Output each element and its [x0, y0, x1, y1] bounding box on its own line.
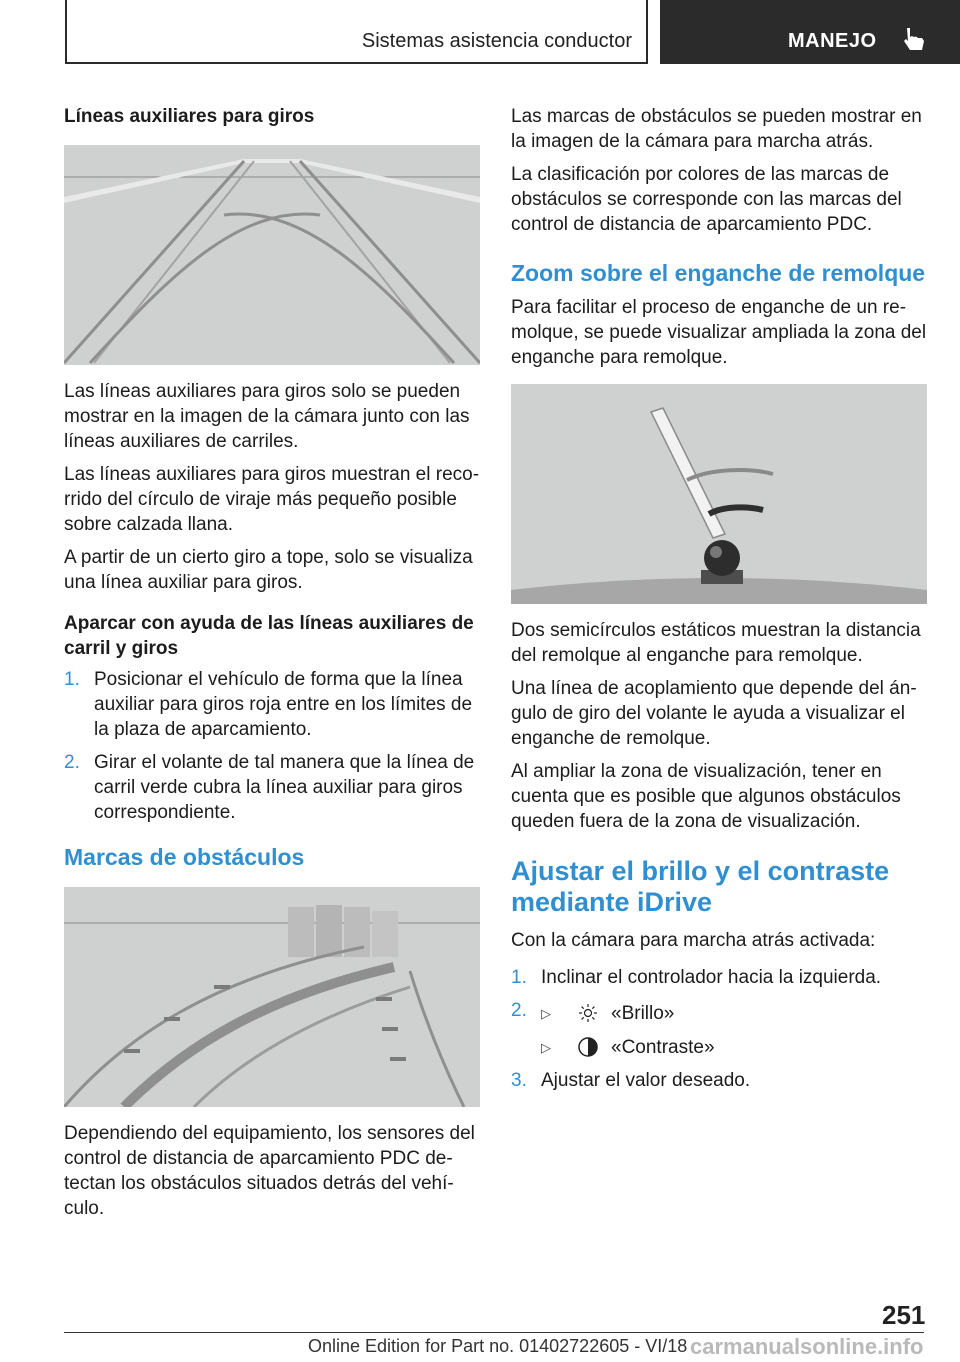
paragraph: Dos semicírculos estáticos muestran la distancia del remolque al enganche para remolque. — [511, 620, 921, 666]
step-number: 2. — [511, 1000, 527, 1021]
heading-parking-lines: Aparcar con ayuda de las líneas auxiliares de carril y giros — [64, 613, 474, 659]
paragraph: A partir de un cierto giro a tope, solo se visualiza una línea auxiliar para giros. — [64, 547, 473, 593]
hand-pointer-icon — [898, 24, 928, 54]
paragraph: Las líneas auxiliares para giros solo se pueden mostrar en la imagen de la cámara junto con las líneas auxiliares de carriles. — [64, 381, 470, 452]
brightness-steps-list — [511, 965, 927, 1093]
section-title-obstacles: Marcas de obstáculos — [64, 844, 305, 870]
step-number: 3. — [511, 1070, 527, 1091]
heading-turning-lines: Líneas auxiliares para giros — [64, 106, 315, 127]
list-item — [511, 998, 927, 1062]
header-chapter-box — [660, 0, 960, 64]
arrow-right-icon: ▷ — [541, 1039, 551, 1055]
watermark: carmanualsonline.info — [690, 1334, 924, 1359]
contrast-icon — [573, 1036, 603, 1058]
parking-steps-list — [64, 667, 480, 825]
step-number: 1. — [511, 967, 527, 988]
list-item — [64, 667, 480, 742]
paragraph: Las marcas de obstáculos se pueden mostrar en la imagen de la cámara para marcha atrás. — [511, 106, 922, 152]
list-item — [64, 750, 480, 825]
menu-path-brightness — [541, 998, 927, 1028]
step-text: Inclinar el controlador hacia la izquierda. — [541, 967, 882, 988]
list-item — [511, 1068, 927, 1093]
page-number: 251 — [882, 1300, 926, 1330]
paragraph: Dependiendo del equipamiento, los sensores del control de distancia de aparcamiento PDC detectan los obstáculos situados detrás del vehículo. — [64, 1123, 475, 1219]
header-section-title: Sistemas asistencia conductor — [361, 30, 632, 52]
obstacle-marks-figure — [64, 887, 480, 1107]
brightness-icon — [573, 1003, 603, 1023]
step-text: Girar el volante de tal manera que la línea de carril verde cubra la línea auxiliar para giros correspondiente. — [94, 752, 475, 823]
header-chapter-title: MANEJO — [788, 30, 877, 52]
left-column — [64, 104, 480, 1229]
section-title-hitch-zoom: Zoom sobre el enganche de remolque — [511, 260, 926, 286]
footer-edition-text: Online Edition for Part no. 01402722605 - VI/18 — [308, 1336, 688, 1356]
menu-path-contrast — [541, 1032, 927, 1062]
chapter-title-brightness-contrast: Ajustar el brillo y el contraste mediante iDrive — [511, 856, 890, 917]
menu-item-label: «Contraste» — [611, 1036, 715, 1058]
paragraph: Una línea de acoplamiento que depende del ángulo de giro del volante le ayuda a visualizar el enganche de remolque. — [511, 678, 917, 749]
header-section-box — [65, 0, 648, 64]
footer-divider — [64, 1332, 924, 1333]
right-column — [511, 104, 927, 1101]
arrow-right-icon: ▷ — [541, 1005, 551, 1021]
paragraph: La clasificación por colores de las marcas de obstáculos se corresponde con las marcas del control de distancia de aparcamiento PDC. — [511, 164, 902, 235]
turning-lines-figure — [64, 145, 480, 365]
paragraph: Con la cámara para marcha atrás activada: — [511, 930, 876, 951]
step-text: Ajustar el valor deseado. — [541, 1070, 751, 1091]
step-text: Posicionar el vehículo de forma que la línea auxiliar para giros roja entre en los límites de la plaza de aparcamiento. — [94, 669, 473, 740]
paragraph: Para facilitar el proceso de enganche de un remolque, se puede visualizar ampliada la zona del enganche para remolque. — [511, 297, 927, 368]
list-item — [511, 965, 927, 990]
trailer-hitch-figure — [511, 384, 927, 604]
paragraph: Las líneas auxiliares para giros muestran el recorrido del círculo de viraje más pequeño posible sobre calzada llana. — [64, 464, 480, 535]
step-number: 2. — [64, 752, 80, 773]
step-number: 1. — [64, 669, 80, 690]
menu-item-label: «Brillo» — [611, 1002, 675, 1024]
paragraph: Al ampliar la zona de visualización, tener en cuenta que es posible que algunos obstáculos queden fuera de la zona de visualización. — [511, 761, 901, 832]
